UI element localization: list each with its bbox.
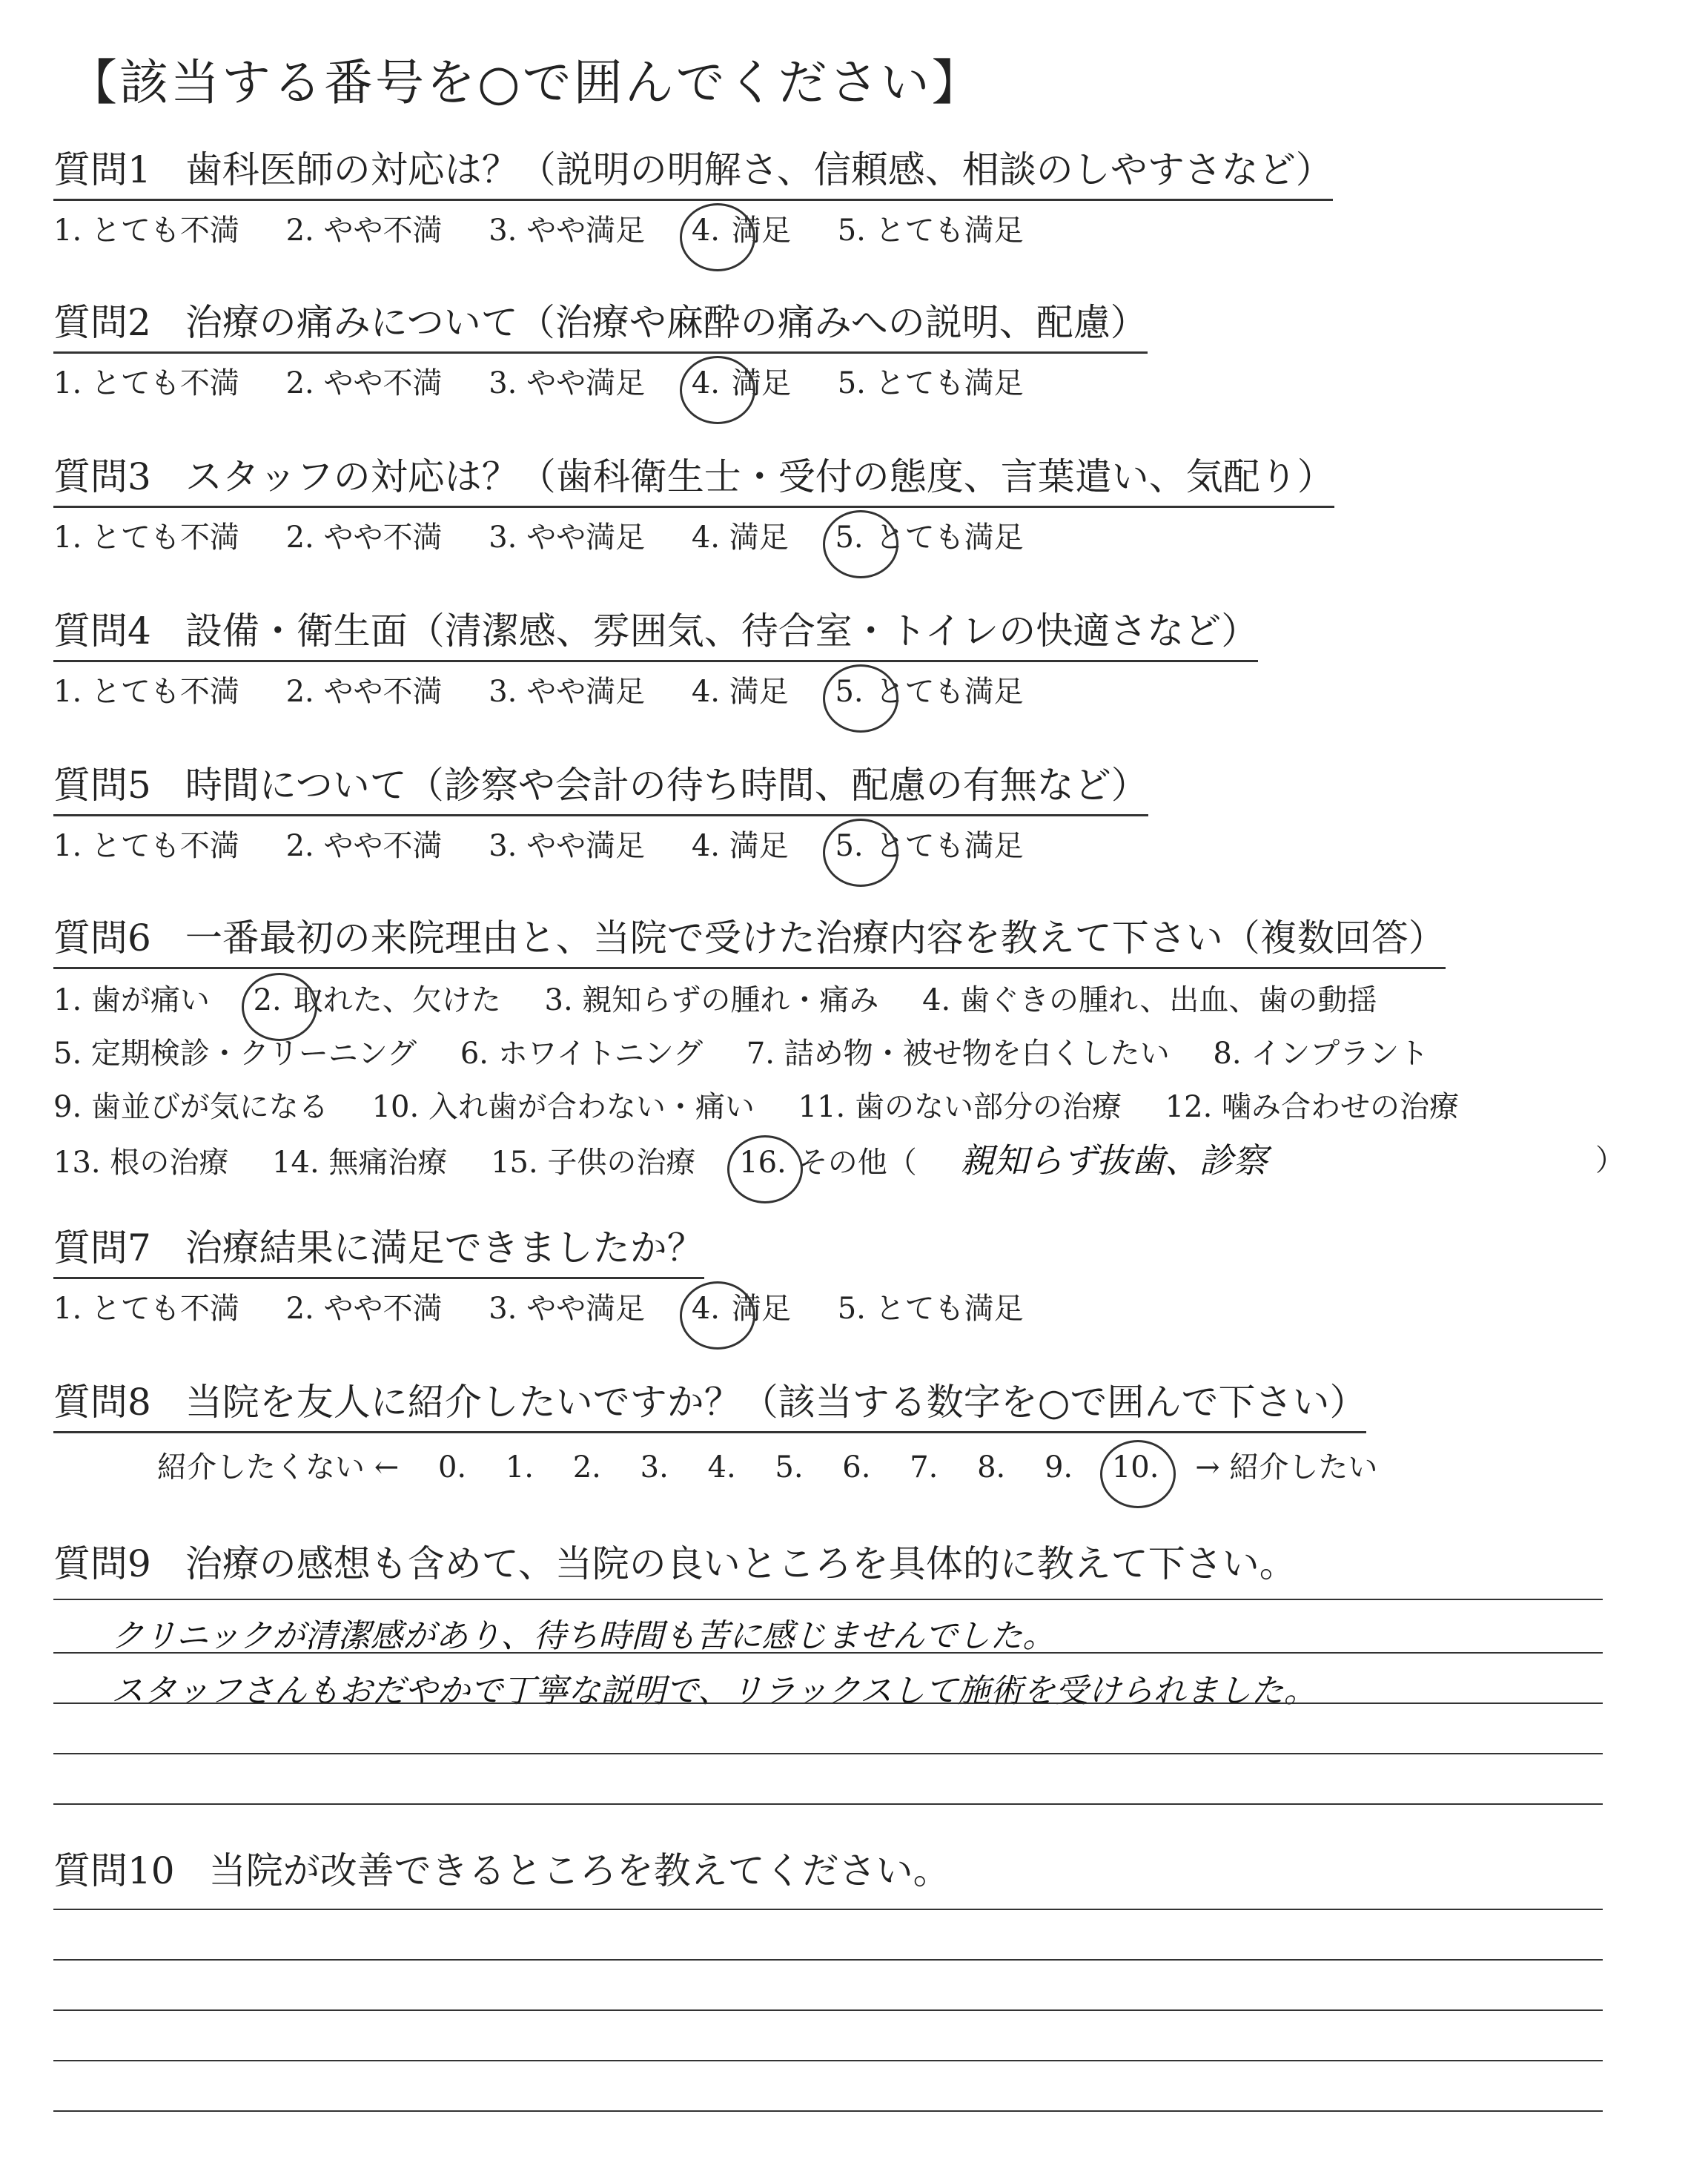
option-1[interactable]: 1. とても不満 [53, 675, 239, 709]
option-16-selected[interactable]: 16. その他（ [739, 1146, 917, 1180]
option-9[interactable]: 9. 歯並びが気になる [53, 1090, 328, 1124]
option-1[interactable]: 1. 歯が痛い [53, 983, 210, 1017]
question-4-options [53, 670, 1669, 714]
option-5-selected[interactable]: 5. とても満足 [835, 829, 1024, 863]
question-6 [53, 914, 1669, 1189]
scale-10-value: 10. [1111, 1450, 1159, 1484]
option-3[interactable]: 3. やや満足 [489, 521, 646, 555]
option-3[interactable]: 3. 親知らずの腫れ・痛み [544, 983, 879, 1017]
option-1[interactable]: 1. とても不満 [53, 214, 239, 248]
option-2[interactable]: 2. やや不満 [285, 521, 443, 555]
option-5-selected[interactable]: 5. とても満足 [835, 675, 1024, 709]
option-6[interactable]: 6. ホワイトニング [460, 1037, 704, 1071]
question-10-header [53, 1846, 950, 1900]
question-3 [53, 452, 1669, 560]
q9-answer-line-1[interactable]: クリニックが清潔感があり、待ち時間も苦に感じませんでした。 [111, 1617, 1056, 1655]
question-label: 質問5 [53, 764, 151, 807]
option-4[interactable]: 4. 歯ぐきの腫れ、出血、歯の動揺 [922, 983, 1377, 1017]
question-7 [53, 1223, 1669, 1331]
question-text: 治療結果に満足できましたか？ [185, 1226, 704, 1269]
answer-line [53, 1753, 1603, 1754]
option-4-selected[interactable]: 4. 満足 [691, 1292, 791, 1326]
scale-5[interactable]: 5. [775, 1450, 804, 1484]
question-4 [53, 607, 1669, 714]
option-14[interactable]: 14. 無痛治療 [272, 1146, 448, 1180]
question-8 [53, 1378, 1669, 1486]
option-4[interactable]: 4. 満足 [691, 829, 789, 863]
scale-1[interactable]: 1. [505, 1450, 534, 1484]
question-text: 一番最初の来院理由と、当院で受けた治療内容を教えて下さい（複数回答） [185, 916, 1446, 960]
page-title: 【該当する番号を○で囲んでください】 [68, 54, 983, 111]
question-1 [53, 145, 1669, 253]
option-1[interactable]: 1. とても不満 [53, 366, 239, 400]
question-label: 質問3 [53, 455, 151, 498]
question-label: 質問8 [53, 1381, 151, 1424]
option-row [53, 1027, 1669, 1080]
option-2[interactable]: 2. やや不満 [285, 214, 443, 248]
scale-0[interactable]: 0. [437, 1450, 467, 1484]
answer-line [53, 1909, 1603, 1910]
answer-line [53, 2110, 1603, 2112]
answer-line [53, 1803, 1603, 1805]
question-1-header [53, 145, 1333, 201]
answer-line [53, 1599, 1603, 1600]
scale-4[interactable]: 4. [707, 1450, 736, 1484]
answer-line [53, 1652, 1603, 1654]
question-8-header [53, 1378, 1366, 1433]
option-row [53, 974, 1669, 1027]
option-5[interactable]: 5. 定期検診・クリーニング [53, 1037, 417, 1071]
question-5-options [53, 824, 1669, 868]
option-row [53, 1134, 1669, 1189]
question-2-options [53, 361, 1669, 406]
scale-2[interactable]: 2. [572, 1450, 601, 1484]
option-4[interactable]: 4. 満足 [691, 675, 789, 709]
question-label: 質問4 [53, 610, 151, 653]
option-3[interactable]: 3. やや満足 [489, 1292, 646, 1326]
scale-3[interactable]: 3. [640, 1450, 669, 1484]
question-7-options [53, 1287, 1669, 1331]
question-label: 質問10 [53, 1849, 175, 1892]
scale-8[interactable]: 8. [977, 1450, 1006, 1484]
question-6-header [53, 914, 1446, 969]
option-1[interactable]: 1. とても不満 [53, 1292, 239, 1326]
option-3[interactable]: 3. やや満足 [489, 366, 646, 400]
question-5 [53, 761, 1669, 868]
option-1[interactable]: 1. とても不満 [53, 521, 239, 555]
option-3[interactable]: 3. やや満足 [489, 214, 646, 248]
q9-answer-line-2[interactable]: スタッフさんもおだやかで丁寧な説明で、リラックスして施術を受けられました。 [111, 1672, 1317, 1710]
scale-7[interactable]: 7. [910, 1450, 939, 1484]
option-3[interactable]: 3. やや満足 [489, 829, 646, 863]
question-label: 質問6 [53, 916, 151, 960]
option-2[interactable]: 2. やや不満 [285, 1292, 443, 1326]
option-2[interactable]: 2. やや不満 [285, 675, 443, 709]
option-10[interactable]: 10. 入れ歯が合わない・痛い [371, 1090, 755, 1124]
option-12[interactable]: 12. 噛み合わせの治療 [1165, 1090, 1460, 1124]
answer-line [53, 2009, 1603, 2011]
option-2[interactable]: 2. やや不満 [285, 829, 443, 863]
scale-6[interactable]: 6. [842, 1450, 871, 1484]
option-3[interactable]: 3. やや満足 [489, 675, 646, 709]
option-5[interactable]: 5. とても満足 [837, 366, 1024, 400]
question-text: 時間について（診察や会計の待ち時間、配慮の有無など） [185, 764, 1148, 807]
answer-line [53, 1702, 1603, 1704]
option-2-selected[interactable]: 2. 取れた、欠けた [253, 983, 501, 1017]
question-7-header [53, 1223, 704, 1279]
option-5[interactable]: 5. とても満足 [837, 1292, 1024, 1326]
question-5-header [53, 761, 1148, 816]
question-text: 当院が改善できるところを教えてください。 [208, 1849, 950, 1892]
question-9 [53, 1539, 1669, 1593]
question-label: 質問2 [53, 301, 151, 344]
question-text: 当院を友人に紹介したいですか？（該当する数字を○で囲んで下さい） [185, 1381, 1367, 1424]
question-3-options [53, 515, 1669, 560]
option-13[interactable]: 13. 根の治療 [53, 1146, 229, 1180]
option-4-selected[interactable]: 4. 満足 [691, 214, 791, 248]
option-4[interactable]: 4. 満足 [691, 521, 789, 555]
answer-line [53, 2060, 1603, 2061]
option-15[interactable]: 15. 子供の治療 [491, 1146, 696, 1180]
question-2-header [53, 298, 1148, 354]
question-3-header [53, 452, 1334, 508]
answer-line [53, 1959, 1603, 1961]
scale-right-label: → 紹介したい [1195, 1450, 1378, 1484]
question-2 [53, 298, 1669, 406]
option-2[interactable]: 2. やや不満 [285, 366, 443, 400]
question-text: 治療の痛みについて（治療や麻酔の痛みへの説明、配慮） [185, 301, 1148, 344]
scale-10-selected[interactable] [1112, 1450, 1171, 1484]
question-4-header [53, 607, 1258, 662]
question-9-header [53, 1539, 1297, 1593]
question-text: 歯科医師の対応は？（説明の明解さ、信頼感、相談のしやすさなど） [185, 148, 1333, 191]
option-8[interactable]: 8. インプラント [1213, 1037, 1429, 1071]
recommend-scale [157, 1444, 1669, 1486]
question-label: 質問1 [53, 148, 151, 191]
question-text: 設備・衛生面（清潔感、雰囲気、待合室・トイレの快適さなど） [185, 610, 1259, 653]
option-row [53, 1080, 1669, 1134]
question-text: 治療の感想も含めて、当院の良いところを具体的に教えて下さい。 [185, 1542, 1297, 1585]
question-label: 質問9 [53, 1542, 151, 1585]
option-5-selected[interactable]: 5. とても満足 [835, 521, 1024, 555]
option-5[interactable]: 5. とても満足 [837, 214, 1024, 248]
close-paren: ） [1595, 1143, 1625, 1178]
question-6-options [53, 974, 1669, 1189]
option-1[interactable]: 1. とても不満 [53, 829, 239, 863]
option-11[interactable]: 11. 歯のない部分の治療 [798, 1090, 1122, 1124]
scale-left-label: 紹介したくない ← [157, 1450, 400, 1484]
scale-9[interactable]: 9. [1044, 1450, 1073, 1484]
option-7[interactable]: 7. 詰め物・被せ物を白くしたい [746, 1037, 1170, 1071]
option-4-selected[interactable]: 4. 満足 [691, 366, 791, 400]
question-label: 質問7 [53, 1226, 151, 1269]
other-answer-handwritten[interactable]: 親知らず抜歯、診察 [960, 1140, 1268, 1180]
question-text: スタッフの対応は？（歯科衛生士・受付の態度、言葉遣い、気配り） [185, 455, 1334, 498]
question-10 [53, 1846, 1669, 1900]
question-1-options [53, 208, 1669, 253]
